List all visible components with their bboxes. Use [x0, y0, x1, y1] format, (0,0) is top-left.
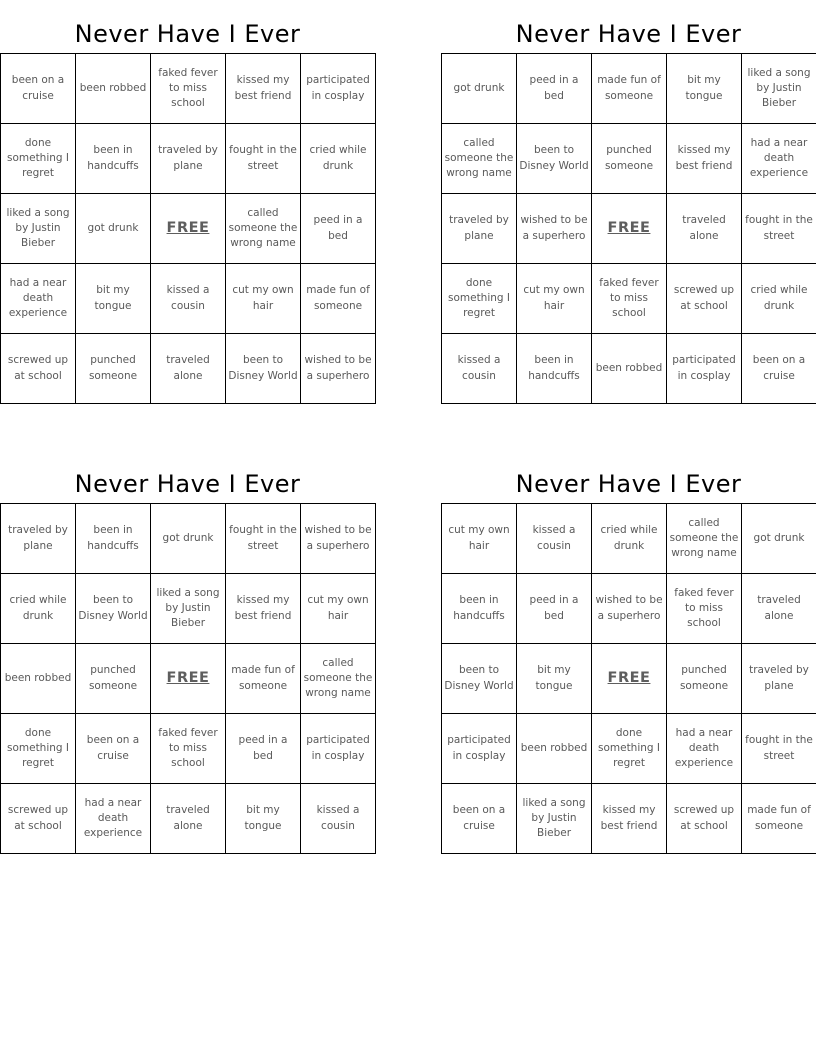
bingo-cell: been on a cruise [1, 54, 76, 124]
bingo-cell: kissed a cousin [301, 784, 376, 854]
bingo-cell: made fun of someone [301, 264, 376, 334]
bingo-cell: been on a cruise [442, 784, 517, 854]
bingo-cell: kissed my best friend [226, 54, 301, 124]
bingo-cell: screwed up at school [667, 784, 742, 854]
grid-row [442, 264, 816, 334]
grid-row [442, 334, 816, 404]
bingo-cell: had a near death experience [667, 714, 742, 784]
bingo-cell: cried while drunk [592, 504, 667, 574]
card-title: Never Have I Ever [515, 469, 742, 498]
bingo-grid [441, 53, 816, 404]
bingo-cell: had a near death experience [76, 784, 151, 854]
bingo-cell: done something I regret [1, 124, 76, 194]
bingo-cell: cut my own hair [442, 504, 517, 574]
grid-row [442, 714, 816, 784]
bingo-cell: traveled by plane [742, 644, 816, 714]
bingo-cell: been robbed [1, 644, 76, 714]
grid-row [442, 124, 816, 194]
bingo-cell: done something I regret [442, 264, 517, 334]
bingo-cell: fought in the street [226, 504, 301, 574]
grid-row [442, 644, 816, 714]
bingo-cell: been in handcuffs [76, 504, 151, 574]
bingo-cell: traveled by plane [151, 124, 226, 194]
bingo-cell: been on a cruise [742, 334, 816, 404]
bingo-cell: been to Disney World [226, 334, 301, 404]
bingo-cell: been to Disney World [76, 574, 151, 644]
bingo-cell: participated in cosplay [301, 714, 376, 784]
grid-row [1, 334, 376, 404]
grid-row [442, 504, 816, 574]
bingo-cell: had a near death experience [1, 264, 76, 334]
bingo-cell: got drunk [151, 504, 226, 574]
grid-row [442, 784, 816, 854]
bingo-cell: punched someone [667, 644, 742, 714]
bingo-cell: participated in cosplay [667, 334, 742, 404]
free-cell: FREE [151, 644, 226, 714]
bingo-cell: liked a song by Justin Bieber [517, 784, 592, 854]
bingo-cell: liked a song by Justin Bieber [1, 194, 76, 264]
bingo-card-2 [441, 14, 816, 404]
bingo-cell: bit my tongue [667, 54, 742, 124]
grid-row [1, 784, 376, 854]
grid-row [442, 194, 816, 264]
bingo-cell: fought in the street [742, 714, 816, 784]
bingo-cell: cried while drunk [301, 124, 376, 194]
bingo-cell: traveled alone [151, 784, 226, 854]
bingo-cell: faked fever to miss school [151, 714, 226, 784]
bingo-cell: been robbed [592, 334, 667, 404]
card-title: Never Have I Ever [74, 469, 301, 498]
grid-row [1, 54, 376, 124]
bingo-cell: traveled by plane [442, 194, 517, 264]
bingo-cell: been in handcuffs [517, 334, 592, 404]
bingo-cell: bit my tongue [76, 264, 151, 334]
bingo-grid [0, 503, 376, 854]
bingo-cell: fought in the street [226, 124, 301, 194]
bingo-cell: wished to be a superhero [592, 574, 667, 644]
bingo-cell: peed in a bed [517, 574, 592, 644]
bingo-cell: faked fever to miss school [592, 264, 667, 334]
bingo-cell: peed in a bed [226, 714, 301, 784]
bingo-cell: cut my own hair [517, 264, 592, 334]
grid-row [1, 504, 376, 574]
card-title: Never Have I Ever [515, 19, 742, 48]
bingo-cell: kissed my best friend [667, 124, 742, 194]
bingo-card-4 [441, 464, 816, 854]
bingo-cell: been robbed [517, 714, 592, 784]
bingo-cell: wished to be a superhero [301, 334, 376, 404]
bingo-cell: cut my own hair [301, 574, 376, 644]
bingo-cell: made fun of someone [742, 784, 816, 854]
grid-row [442, 54, 816, 124]
grid-row [1, 124, 376, 194]
bingo-cell: been in handcuffs [76, 124, 151, 194]
bingo-cell: liked a song by Justin Bieber [151, 574, 226, 644]
bingo-cell: made fun of someone [226, 644, 301, 714]
bingo-cell: got drunk [742, 504, 816, 574]
bingo-cell: been to Disney World [517, 124, 592, 194]
bingo-cell: traveled alone [667, 194, 742, 264]
free-cell: FREE [592, 644, 667, 714]
bingo-cell: been robbed [76, 54, 151, 124]
bingo-cell: punched someone [76, 334, 151, 404]
grid-row [1, 714, 376, 784]
free-cell: FREE [592, 194, 667, 264]
grid-row [442, 574, 816, 644]
bingo-cell: screwed up at school [1, 334, 76, 404]
bingo-cell: faked fever to miss school [151, 54, 226, 124]
bingo-cell: kissed my best friend [226, 574, 301, 644]
bingo-cell: traveled alone [742, 574, 816, 644]
card-title: Never Have I Ever [74, 19, 301, 48]
bingo-cell: been to Disney World [442, 644, 517, 714]
bingo-cell: punched someone [592, 124, 667, 194]
bingo-cell: been in handcuffs [442, 574, 517, 644]
grid-row [1, 574, 376, 644]
bingo-cell: cried while drunk [1, 574, 76, 644]
grid-row [1, 194, 376, 264]
bingo-cell: made fun of someone [592, 54, 667, 124]
grid-row [1, 644, 376, 714]
bingo-cell: had a near death experience [742, 124, 816, 194]
bingo-cell: peed in a bed [517, 54, 592, 124]
bingo-cell: been on a cruise [76, 714, 151, 784]
bingo-card-3 [0, 464, 375, 854]
bingo-cell: called someone the wrong name [226, 194, 301, 264]
bingo-cell: kissed a cousin [442, 334, 517, 404]
bingo-cell: done something I regret [1, 714, 76, 784]
bingo-cell: participated in cosplay [442, 714, 517, 784]
bingo-cell: peed in a bed [301, 194, 376, 264]
bingo-cell: liked a song by Justin Bieber [742, 54, 816, 124]
bingo-cell: kissed a cousin [151, 264, 226, 334]
bingo-cell: bit my tongue [517, 644, 592, 714]
bingo-cell: wished to be a superhero [301, 504, 376, 574]
bingo-cell: kissed my best friend [592, 784, 667, 854]
bingo-cell: punched someone [76, 644, 151, 714]
bingo-cell: called someone the wrong name [667, 504, 742, 574]
bingo-cell: screwed up at school [667, 264, 742, 334]
bingo-cell: got drunk [76, 194, 151, 264]
bingo-cell: traveled alone [151, 334, 226, 404]
bingo-grid [441, 503, 816, 854]
bingo-cell: participated in cosplay [301, 54, 376, 124]
free-cell: FREE [151, 194, 226, 264]
bingo-cell: fought in the street [742, 194, 816, 264]
bingo-cell: traveled by plane [1, 504, 76, 574]
bingo-grid [0, 53, 376, 404]
bingo-card-1 [0, 14, 375, 404]
grid-row [1, 264, 376, 334]
bingo-cell: called someone the wrong name [301, 644, 376, 714]
bingo-cell: bit my tongue [226, 784, 301, 854]
bingo-cell: wished to be a superhero [517, 194, 592, 264]
bingo-cell: cried while drunk [742, 264, 816, 334]
bingo-cell: done something I regret [592, 714, 667, 784]
bingo-cell: screwed up at school [1, 784, 76, 854]
bingo-cell: got drunk [442, 54, 517, 124]
bingo-cell: cut my own hair [226, 264, 301, 334]
bingo-cell: kissed a cousin [517, 504, 592, 574]
bingo-cell: faked fever to miss school [667, 574, 742, 644]
bingo-cell: called someone the wrong name [442, 124, 517, 194]
